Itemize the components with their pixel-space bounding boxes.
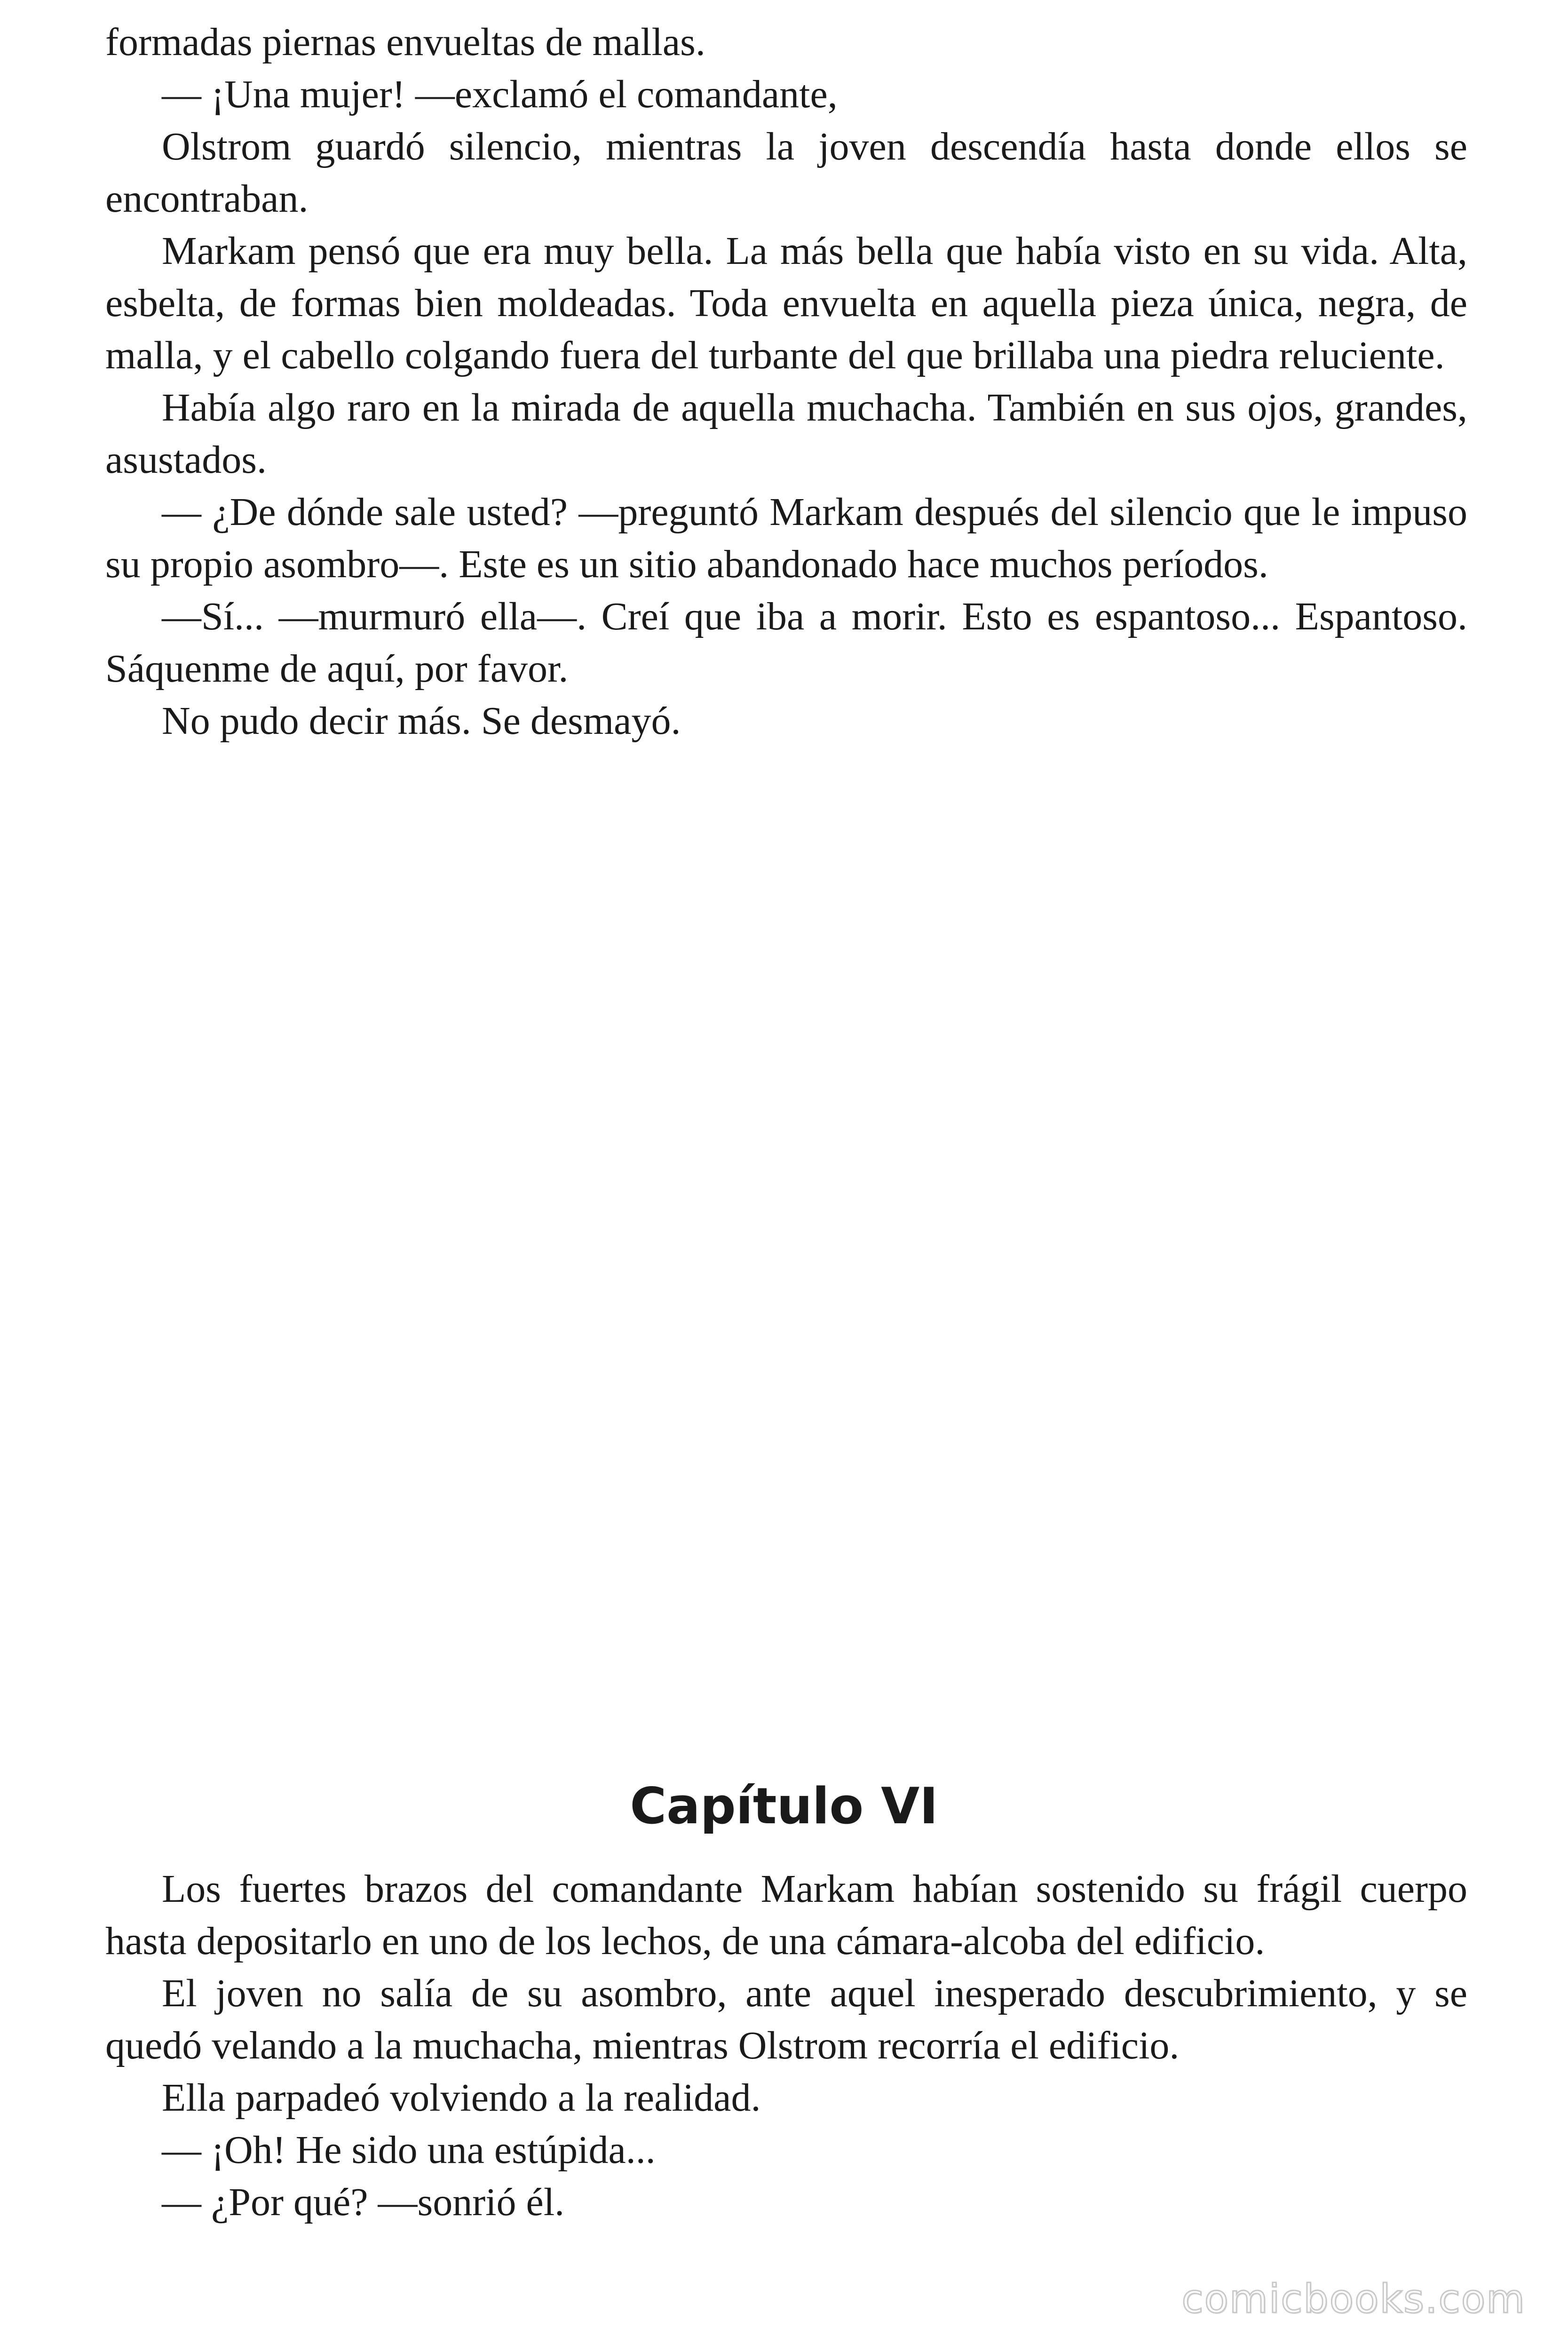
- chapter-vi-opening-text: [105, 1863, 1467, 2228]
- paragraph: No pudo decir más. Se desmayó.: [162, 699, 681, 743]
- chapter-v-ending-text: [105, 16, 1467, 747]
- paragraph: Los fuertes brazos del comandante Markam habían sostenido su frágil cuerpo hasta depositarlo en uno de los lechos, de una cámara-alcoba del edificio.: [105, 1867, 1467, 1963]
- paragraph: — ¿Por qué? —sonrió él.: [162, 2180, 565, 2224]
- paragraph: Markam pensó que era muy bella. La más bella que había visto en su vida. Alta, esbelta, de formas bien moldeadas. Toda envuelta en aquella pieza única, negra, de malla, y el cabello colgando fuera del turbante del que brillaba una piedra reluciente.: [105, 229, 1467, 377]
- paragraph: — ¿De dónde sale usted? —preguntó Markam después del silencio que le impuso su propio asombro—. Este es un sitio abandonado hace muchos períodos.: [105, 490, 1467, 586]
- paragraph: — ¡Una mujer! —exclamó el comandante,: [162, 72, 838, 116]
- paragraph: Olstrom guardó silencio, mientras la joven descendía hasta donde ellos se encontraban.: [105, 125, 1467, 221]
- paragraph: Había algo raro en la mirada de aquella muchacha. También en sus ojos, grandes, asustados.: [105, 386, 1467, 482]
- paragraph: Ella parpadeó volviendo a la realidad.: [162, 2076, 761, 2120]
- watermark: comicbooks.com: [1181, 2276, 1526, 2322]
- paragraph: — ¡Oh! He sido una estúpida...: [162, 2128, 656, 2172]
- paragraph: —Sí... —murmuró ella—. Creí que iba a morir. Esto es espantoso... Espantoso. Sáquenme de aquí, por favor.: [105, 595, 1467, 691]
- chapter-title: Capítulo VI: [630, 1777, 938, 1835]
- paragraph: El joven no salía de su asombro, ante aquel inesperado descubrimiento, y se quedó velando a la muchacha, mientras Olstrom recorría el edificio.: [105, 1971, 1467, 2067]
- paragraph: formadas piernas envueltas de mallas.: [105, 20, 705, 64]
